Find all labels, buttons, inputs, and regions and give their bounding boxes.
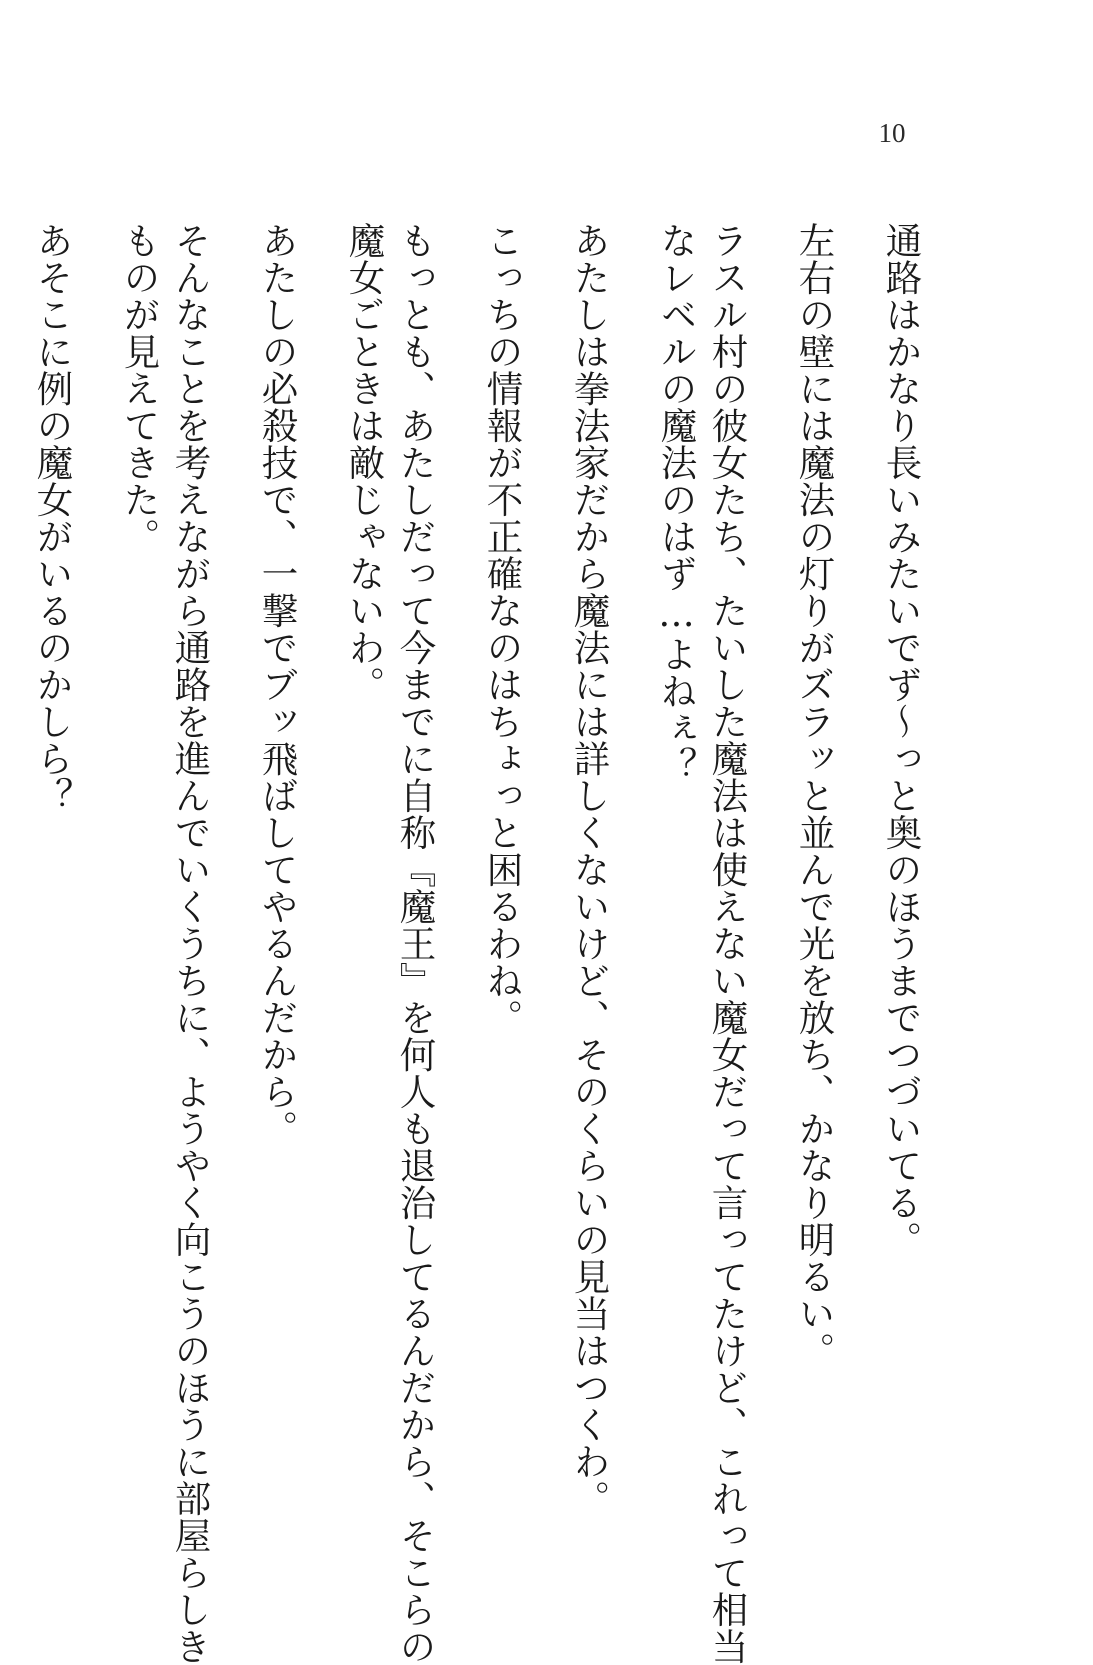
- text-line: こっちの情報が不正確なのはちょっと困るわね。: [481, 222, 524, 1036]
- text-line: なレベルの魔法のはず…よねぇ？: [655, 222, 698, 784]
- page-number: 10: [878, 118, 906, 148]
- novel-text-block: [0, 222, 963, 1665]
- text-line: 魔女ごときは敵じゃないわ。: [343, 222, 386, 703]
- text-line: あたしは拳法家だから魔法には詳しくないけど、そのくらいの見当はつくわ。: [568, 222, 611, 1517]
- text-line: あたしの必殺技で、一撃でブッ飛ばしてやるんだから。: [256, 222, 299, 1147]
- text-line: 通路はかなり長いみたいでず〜っと奥のほうまでつづいてる。: [880, 222, 923, 1258]
- text-line: ラスル村の彼女たち、たいした魔法は使えない魔女だって言ってたけど、これって相当: [706, 222, 749, 1665]
- text-line: そんなことを考えながら通路を進んでいくうちに、ようやく向こうのほうに部屋らしき: [169, 222, 212, 1665]
- text-line: ものが見えてきた。: [118, 222, 161, 555]
- text-line: あそこに例の魔女がいるのかしら？: [31, 222, 74, 814]
- text-line: もっとも、あたしだって今までに自称『魔王』を何人も退治してるんだから、そこらの: [394, 222, 437, 1665]
- text-line: [0, 222, 27, 1522]
- text-line: 左右の壁には魔法の灯りがズラッと並んで光を放ち、かなり明るい。: [793, 222, 836, 1369]
